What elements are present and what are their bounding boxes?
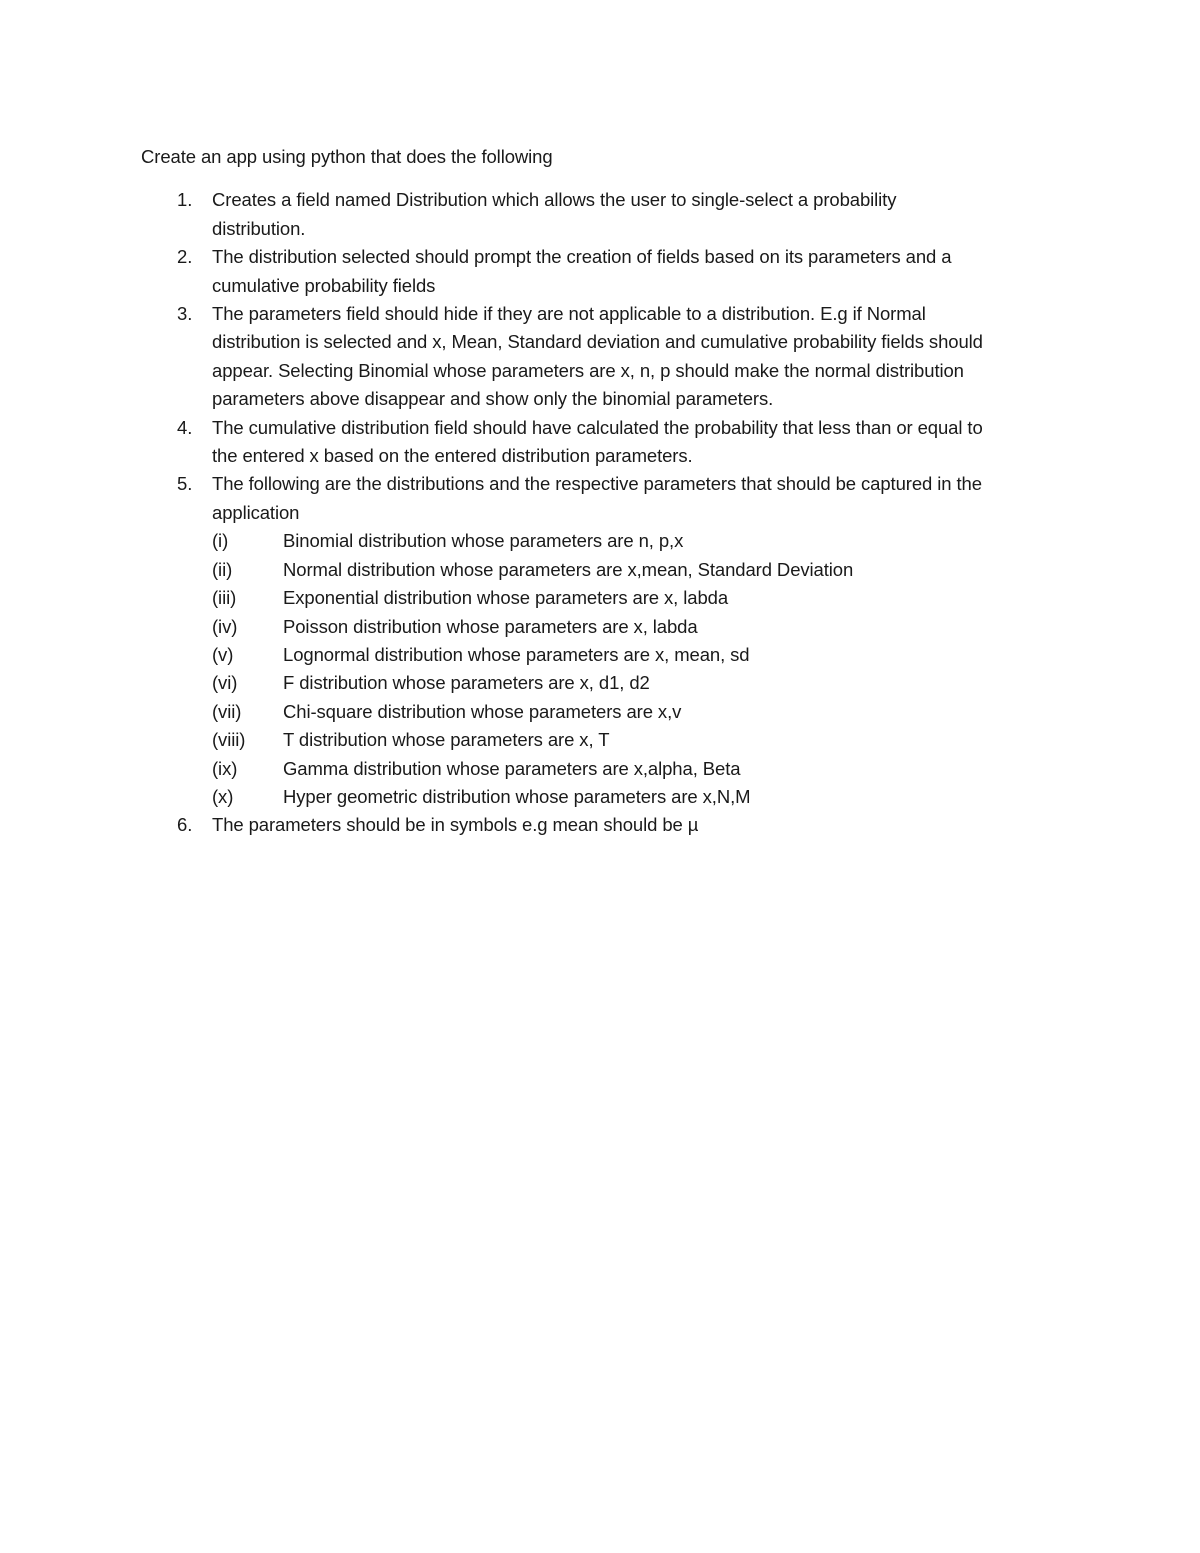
requirements-list [141,186,1071,839]
document-body [141,143,1071,840]
item-text-line: The parameters should be in symbols e.g mean should be µ [212,814,699,836]
roman-numeral: (ii) [212,558,233,580]
item-text-line: The cumulative distribution field should have calculated the probability that less than or equal to [212,416,983,438]
list-item [141,414,1071,471]
distribution-sublist [212,527,1071,811]
item-number: 3. [177,303,193,325]
item-number: 1. [177,189,193,211]
sublist-item-text: Poisson distribution whose parameters are x, labda [283,615,698,637]
roman-numeral: (v) [212,643,234,665]
sublist-item [212,584,1071,612]
item-text-line: application [212,501,300,523]
sublist-item [212,641,1071,669]
item-text-line: parameters above disappear and show only the binomial parameters. [212,388,774,410]
roman-numeral: (vi) [212,672,238,694]
item-text-line: distribution. [212,217,306,239]
list-item [141,186,1071,243]
item-text-line: appear. Selecting Binomial whose parameters are x, n, p should make the normal distribution [212,359,964,381]
item-text-line: the entered x based on the entered distribution parameters. [212,445,693,467]
sublist-item-text: Hyper geometric distribution whose parameters are x,N,M [283,785,751,807]
sublist-item-text: Normal distribution whose parameters are x,mean, Standard Deviation [283,558,854,580]
sublist-item [212,556,1071,584]
sublist-item-text: Lognormal distribution whose parameters are x, mean, sd [283,643,750,665]
item-text-line: distribution is selected and x, Mean, Standard deviation and cumulative probability fields should [212,331,983,353]
item-text-line: Creates a field named Distribution which allows the user to single-select a probability [212,189,897,211]
sublist-item-text: F distribution whose parameters are x, d1, d2 [283,672,650,694]
item-number: 4. [177,416,193,438]
roman-numeral: (ix) [212,757,238,779]
roman-numeral: (viii) [212,729,246,751]
sublist-item [212,698,1071,726]
sublist-item [212,726,1071,754]
sublist-item [212,527,1071,555]
list-item [141,470,1071,811]
intro-paragraph: Create an app using python that does the following [141,146,553,167]
item-number: 5. [177,473,193,495]
sublist-item-text: Gamma distribution whose parameters are x,alpha, Beta [283,757,741,779]
item-number: 2. [177,246,193,268]
item-text-line: The distribution selected should prompt the creation of fields based on its parameters and a [212,246,952,268]
item-text-line: The following are the distributions and the respective parameters that should be captured in the [212,473,982,495]
sublist-item [212,755,1071,783]
sublist-item [212,669,1071,697]
list-item [141,811,1071,839]
sublist-item-text: T distribution whose parameters are x, T [283,729,610,751]
roman-numeral: (vii) [212,700,242,722]
roman-numeral: (x) [212,785,234,807]
roman-numeral: (iv) [212,615,238,637]
item-text-line: cumulative probability fields [212,274,436,296]
sublist-item [212,783,1071,811]
roman-numeral: (iii) [212,587,237,609]
sublist-item [212,613,1071,641]
item-number: 6. [177,814,193,836]
list-item [141,300,1071,414]
sublist-item-text: Chi-square distribution whose parameters are x,v [283,700,682,722]
sublist-item-text: Binomial distribution whose parameters are n, p,x [283,530,684,552]
roman-numeral: (i) [212,530,229,552]
sublist-item-text: Exponential distribution whose parameters are x, labda [283,587,729,609]
item-text-line: The parameters field should hide if they are not applicable to a distribution. E.g if Normal [212,303,926,325]
list-item [141,243,1071,300]
